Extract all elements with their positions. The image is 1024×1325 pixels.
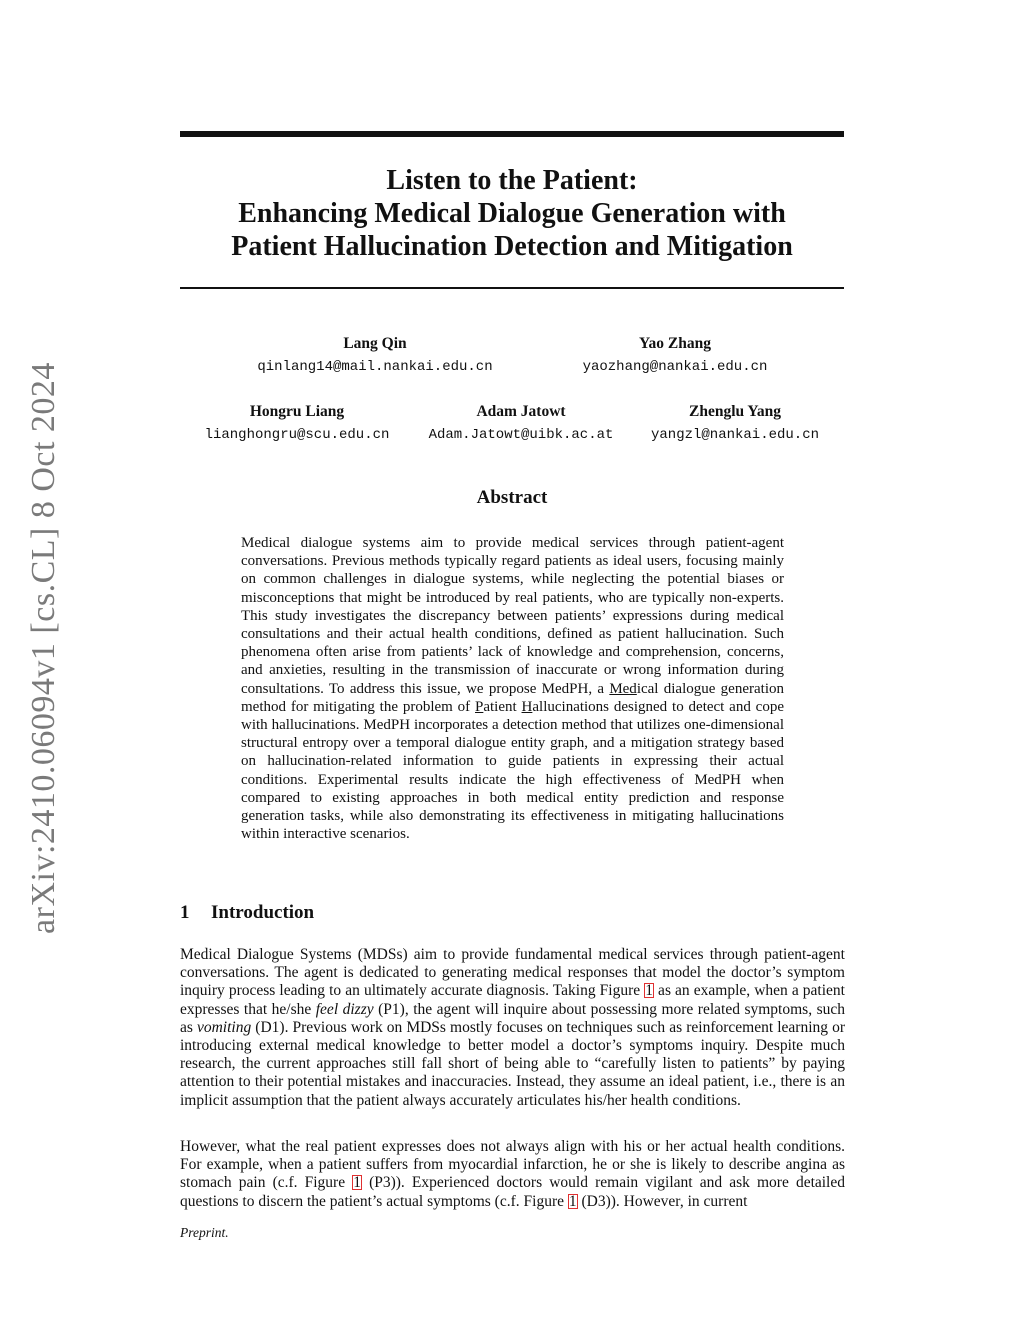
author-name: Zhenglu Yang bbox=[688, 403, 782, 420]
abstract-part: Medical dialogue systems aim to provide medical services through patient-agent conversations. Previous methods typically regard patients as ideal users, focusing mainly on common challenges in dialogue systems, while neglecting the potential biases or misconceptions that might be introduced by real patients, who are typically non-experts. This study investigates the discrepancy between patients’ expressions during medical consultations and their actual health conditions, defined as patient hallucination. Such phenomena often arise from patients’ lack of knowledge and comprehension, concerns, and anxieties, resulting in the transmission of inaccurate or wrong information during consultations. To address this issue, we propose MedPH, a bbox=[241, 535, 784, 697]
author-name: Adam Jatowt bbox=[476, 403, 566, 420]
emphasis: feel dizzy bbox=[315, 1000, 374, 1018]
title-line-3: Patient Hallucination Detection and Mitigation bbox=[231, 231, 793, 262]
text-run: (P1), the agent will inquire about possessing more related symptoms, such as bbox=[180, 1000, 845, 1036]
abstract-text bbox=[241, 534, 784, 843]
abstract-underlined: H bbox=[521, 698, 533, 715]
intro-paragraph-1 bbox=[180, 946, 845, 1110]
author-block bbox=[651, 402, 819, 445]
text-run: (P3)). Experienced doctors would remain vigilant and ask more detailed questions to discern the patient’s actual symptoms (c.f. Figure bbox=[180, 1174, 845, 1210]
text-run: as an example, when a patient expresses that he/she bbox=[180, 982, 845, 1018]
author-email[interactable]: qinlang14@mail.nankai.edu.cn bbox=[257, 359, 493, 375]
section-number: 1 bbox=[180, 902, 190, 923]
figure-reference-link[interactable]: 1 bbox=[353, 1174, 361, 1192]
title-bottom-rule bbox=[180, 287, 844, 289]
text-run: Medical Dialogue Systems (MDSs) aim to provide fundamental medical services through patient-agent conversations. The agent is dedicated to generating medical responses that model the doctor’s symptom inquiry process leading to an ultimately accurate diagnosis. Taking Figure bbox=[180, 946, 845, 1000]
title-line-2: Enhancing Medical Dialogue Generation with bbox=[238, 198, 786, 229]
figure-reference-link[interactable]: 1 bbox=[645, 982, 653, 1000]
abstract-part: atient bbox=[483, 698, 522, 715]
author-email[interactable]: yaozhang@nankai.edu.cn bbox=[582, 359, 768, 375]
section-title: Introduction bbox=[211, 902, 315, 923]
title-line-1: Listen to the Patient: bbox=[386, 165, 638, 196]
author-block bbox=[257, 334, 492, 377]
paper-title bbox=[180, 164, 844, 263]
author-name: Lang Qin bbox=[343, 335, 407, 352]
author-email[interactable]: lianghongru@scu.edu.cn bbox=[204, 427, 390, 443]
author-email[interactable]: Adam.Jatowt@uibk.ac.at bbox=[428, 427, 614, 443]
author-email[interactable]: yangzl@nankai.edu.cn bbox=[650, 427, 820, 443]
author-name: Yao Zhang bbox=[639, 335, 711, 352]
intro-paragraph-2 bbox=[180, 1138, 845, 1211]
text-run: (D1). Previous work on MDSs mostly focuses on techniques such as reinforcement learning or introducing external medical knowledge to better model a doctor’s symptoms inquiry. Despite much research, the current approaches still fall short of being able to “carefully listen to patients” by paying attention to their potential mistakes and inaccuracies. Instead, they assume an ideal patient, i.e., there is an implicit assumption that the patient always accurately articulates his/her health conditions. bbox=[180, 1018, 845, 1109]
figure-reference-link[interactable]: 1 bbox=[568, 1192, 577, 1210]
author-name: Hongru Liang bbox=[249, 403, 345, 420]
author-block bbox=[429, 402, 614, 445]
abstract-part: allucinations designed to detect and cope with hallucinations. MedPH incorporates a detection method that utilizes one-dimensional structural entropy over a temporal dialogue entity graph, and a mitigation strategy based on hallucination-related information to guide patients in expressing their actual conditions. Experimental results indicate the high effectiveness of MedPH when compared to existing approaches in both medical entity prediction and response generation tasks, while also demonstrating its effectiveness in mitigating hallucinations within interactive scenarios. bbox=[241, 698, 784, 843]
abstract-underlined: Med bbox=[609, 680, 637, 697]
title-top-rule bbox=[180, 131, 844, 137]
author-block bbox=[583, 334, 768, 377]
arxiv-identifier: arXiv:2410.06094v1 [cs.CL] 8 Oct 2024 bbox=[25, 362, 62, 934]
text-run: (D3)). However, in current bbox=[577, 1192, 748, 1210]
abstract-part: ical dialogue generation method for mitigating the problem of bbox=[241, 680, 784, 715]
abstract-heading: Abstract bbox=[476, 487, 548, 508]
abstract-underlined: P bbox=[475, 698, 484, 715]
section-heading-introduction bbox=[180, 902, 314, 924]
author-block bbox=[205, 402, 390, 445]
emphasis: vomiting bbox=[196, 1018, 252, 1036]
text-run: However, what the real patient expresses does not always align with his or her actual health conditions. For example, when a patient suffers from myocardial infarction, he or she is likely to describe angina as stomach pain (c.f. Figure bbox=[180, 1138, 845, 1192]
preprint-footer: Preprint. bbox=[180, 1225, 229, 1240]
